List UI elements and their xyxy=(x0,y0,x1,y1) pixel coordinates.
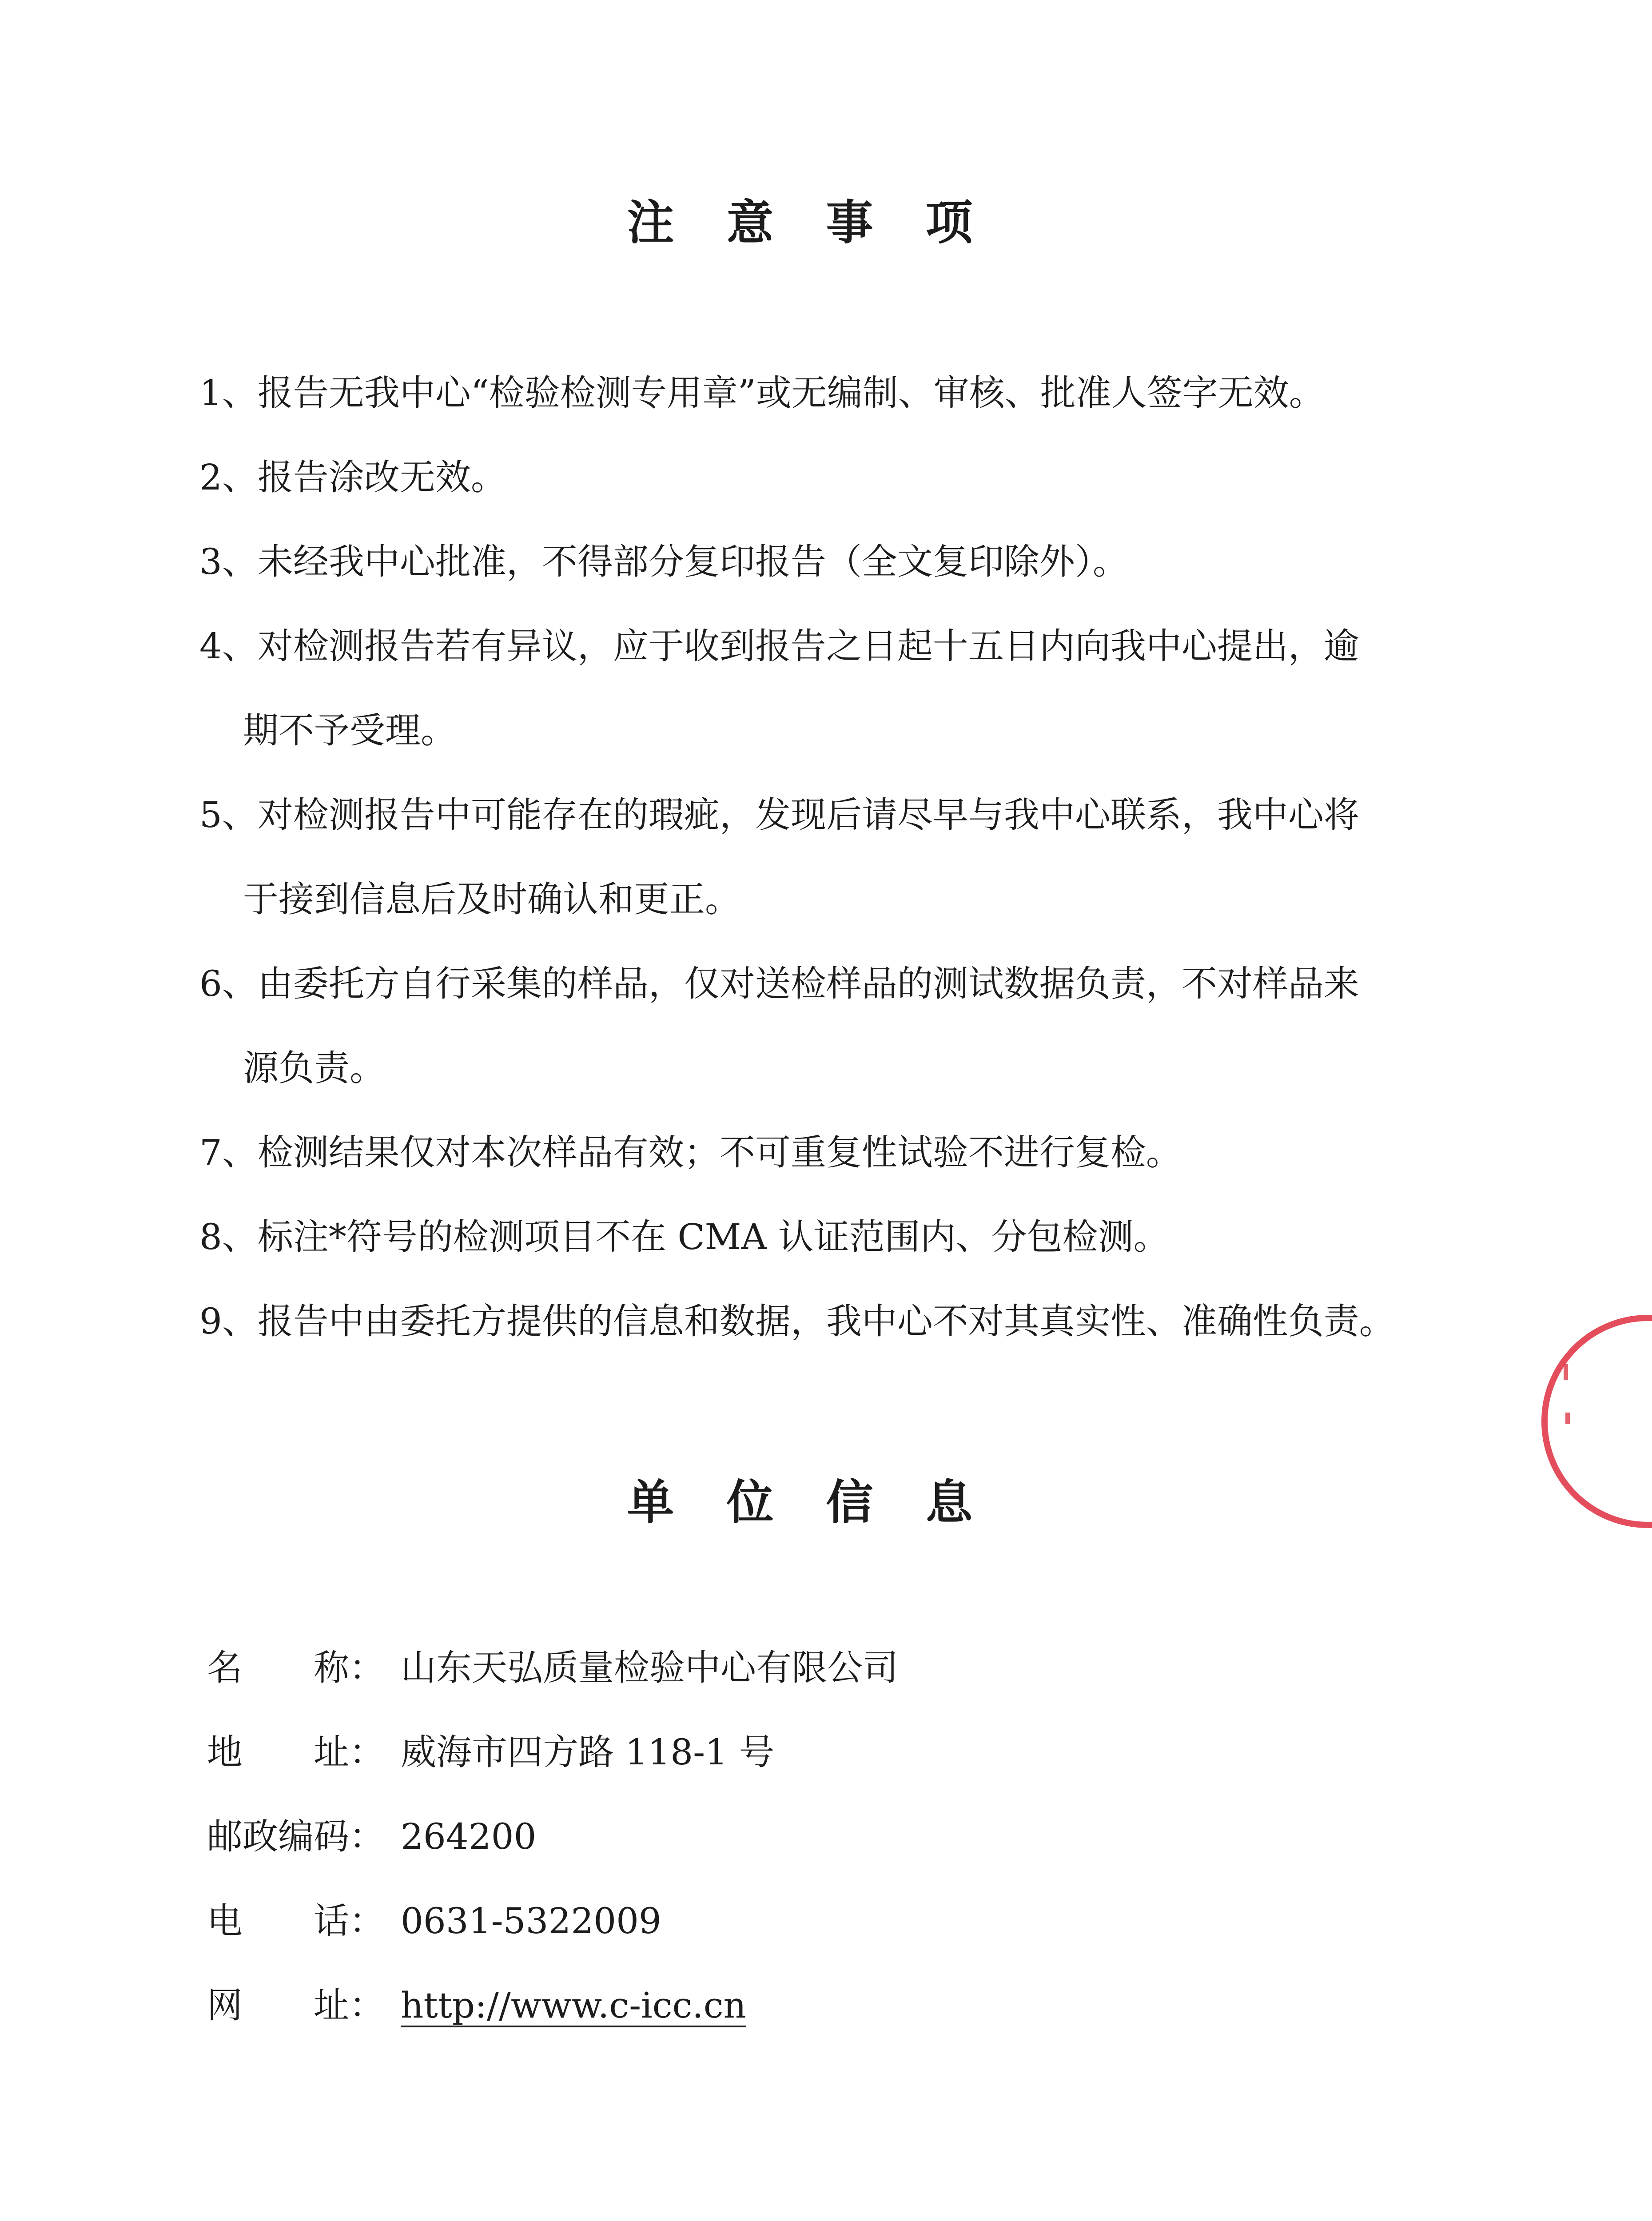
stamp-mark xyxy=(1564,1364,1568,1380)
unit-phone-label: 电 话： xyxy=(207,1900,385,1942)
note-item-6-continued: 源负责。 xyxy=(243,1047,385,1089)
unit-postcode-row xyxy=(207,1812,536,1861)
unit-phone-row xyxy=(207,1897,661,1946)
note-item-8: 8、标注*符号的检测项目不在 CMA 认证范围内、分包检测。 xyxy=(199,1216,1169,1258)
unit-address-label: 地 址： xyxy=(207,1731,385,1773)
unit-website-row xyxy=(207,1981,768,2030)
unit-name-label: 名 称： xyxy=(207,1647,385,1688)
note-item-1: 1、报告无我中心“检验检测专用章”或无编制、审核、批准人签字无效。 xyxy=(199,372,1325,414)
unit-website-link[interactable]: http://www.c-icc.cn xyxy=(401,1985,747,2026)
note-item-9: 9、报告中由委托方提供的信息和数据，我中心不对其真实性、准确性负责。 xyxy=(199,1301,1395,1342)
notes-title: 注意事项 xyxy=(627,195,1025,250)
unit-postcode-label: 邮政编码： xyxy=(207,1816,385,1857)
unit-postcode-value: 264200 xyxy=(401,1816,537,1857)
unit-info-title: 单位信息 xyxy=(627,1475,1025,1530)
note-item-7: 7、检测结果仅对本次样品有效；不可重复性试验不进行复检。 xyxy=(199,1132,1182,1173)
note-item-6: 6、由委托方自行采集的样品，仅对送检样品的测试数据负责，不对样品来 xyxy=(199,963,1359,1004)
unit-name-row xyxy=(207,1644,898,1692)
note-item-4: 4、对检测报告若有异议，应于收到报告之日起十五日内向我中心提出，逾 xyxy=(199,625,1359,667)
unit-address-row xyxy=(207,1728,774,1777)
note-item-5: 5、对检测报告中可能存在的瑕疵，发现后请尽早与我中心联系，我中心将 xyxy=(199,794,1359,836)
stamp-mark xyxy=(1565,1413,1570,1424)
unit-name-value: 山东天弘质量检验中心有限公司 xyxy=(401,1647,898,1688)
unit-phone-value: 0631-5322009 xyxy=(401,1900,661,1942)
note-item-4-continued: 期不予受理。 xyxy=(243,710,456,751)
unit-address-value: 威海市四方路 118-1 号 xyxy=(401,1731,775,1773)
note-item-2: 2、报告涂改无效。 xyxy=(199,457,506,498)
note-item-5-continued: 于接到信息后及时确认和更正。 xyxy=(243,879,740,920)
unit-website-label: 网 址： xyxy=(207,1985,385,2026)
note-item-3: 3、未经我中心批准，不得部分复印报告（全文复印除外）。 xyxy=(199,541,1128,582)
